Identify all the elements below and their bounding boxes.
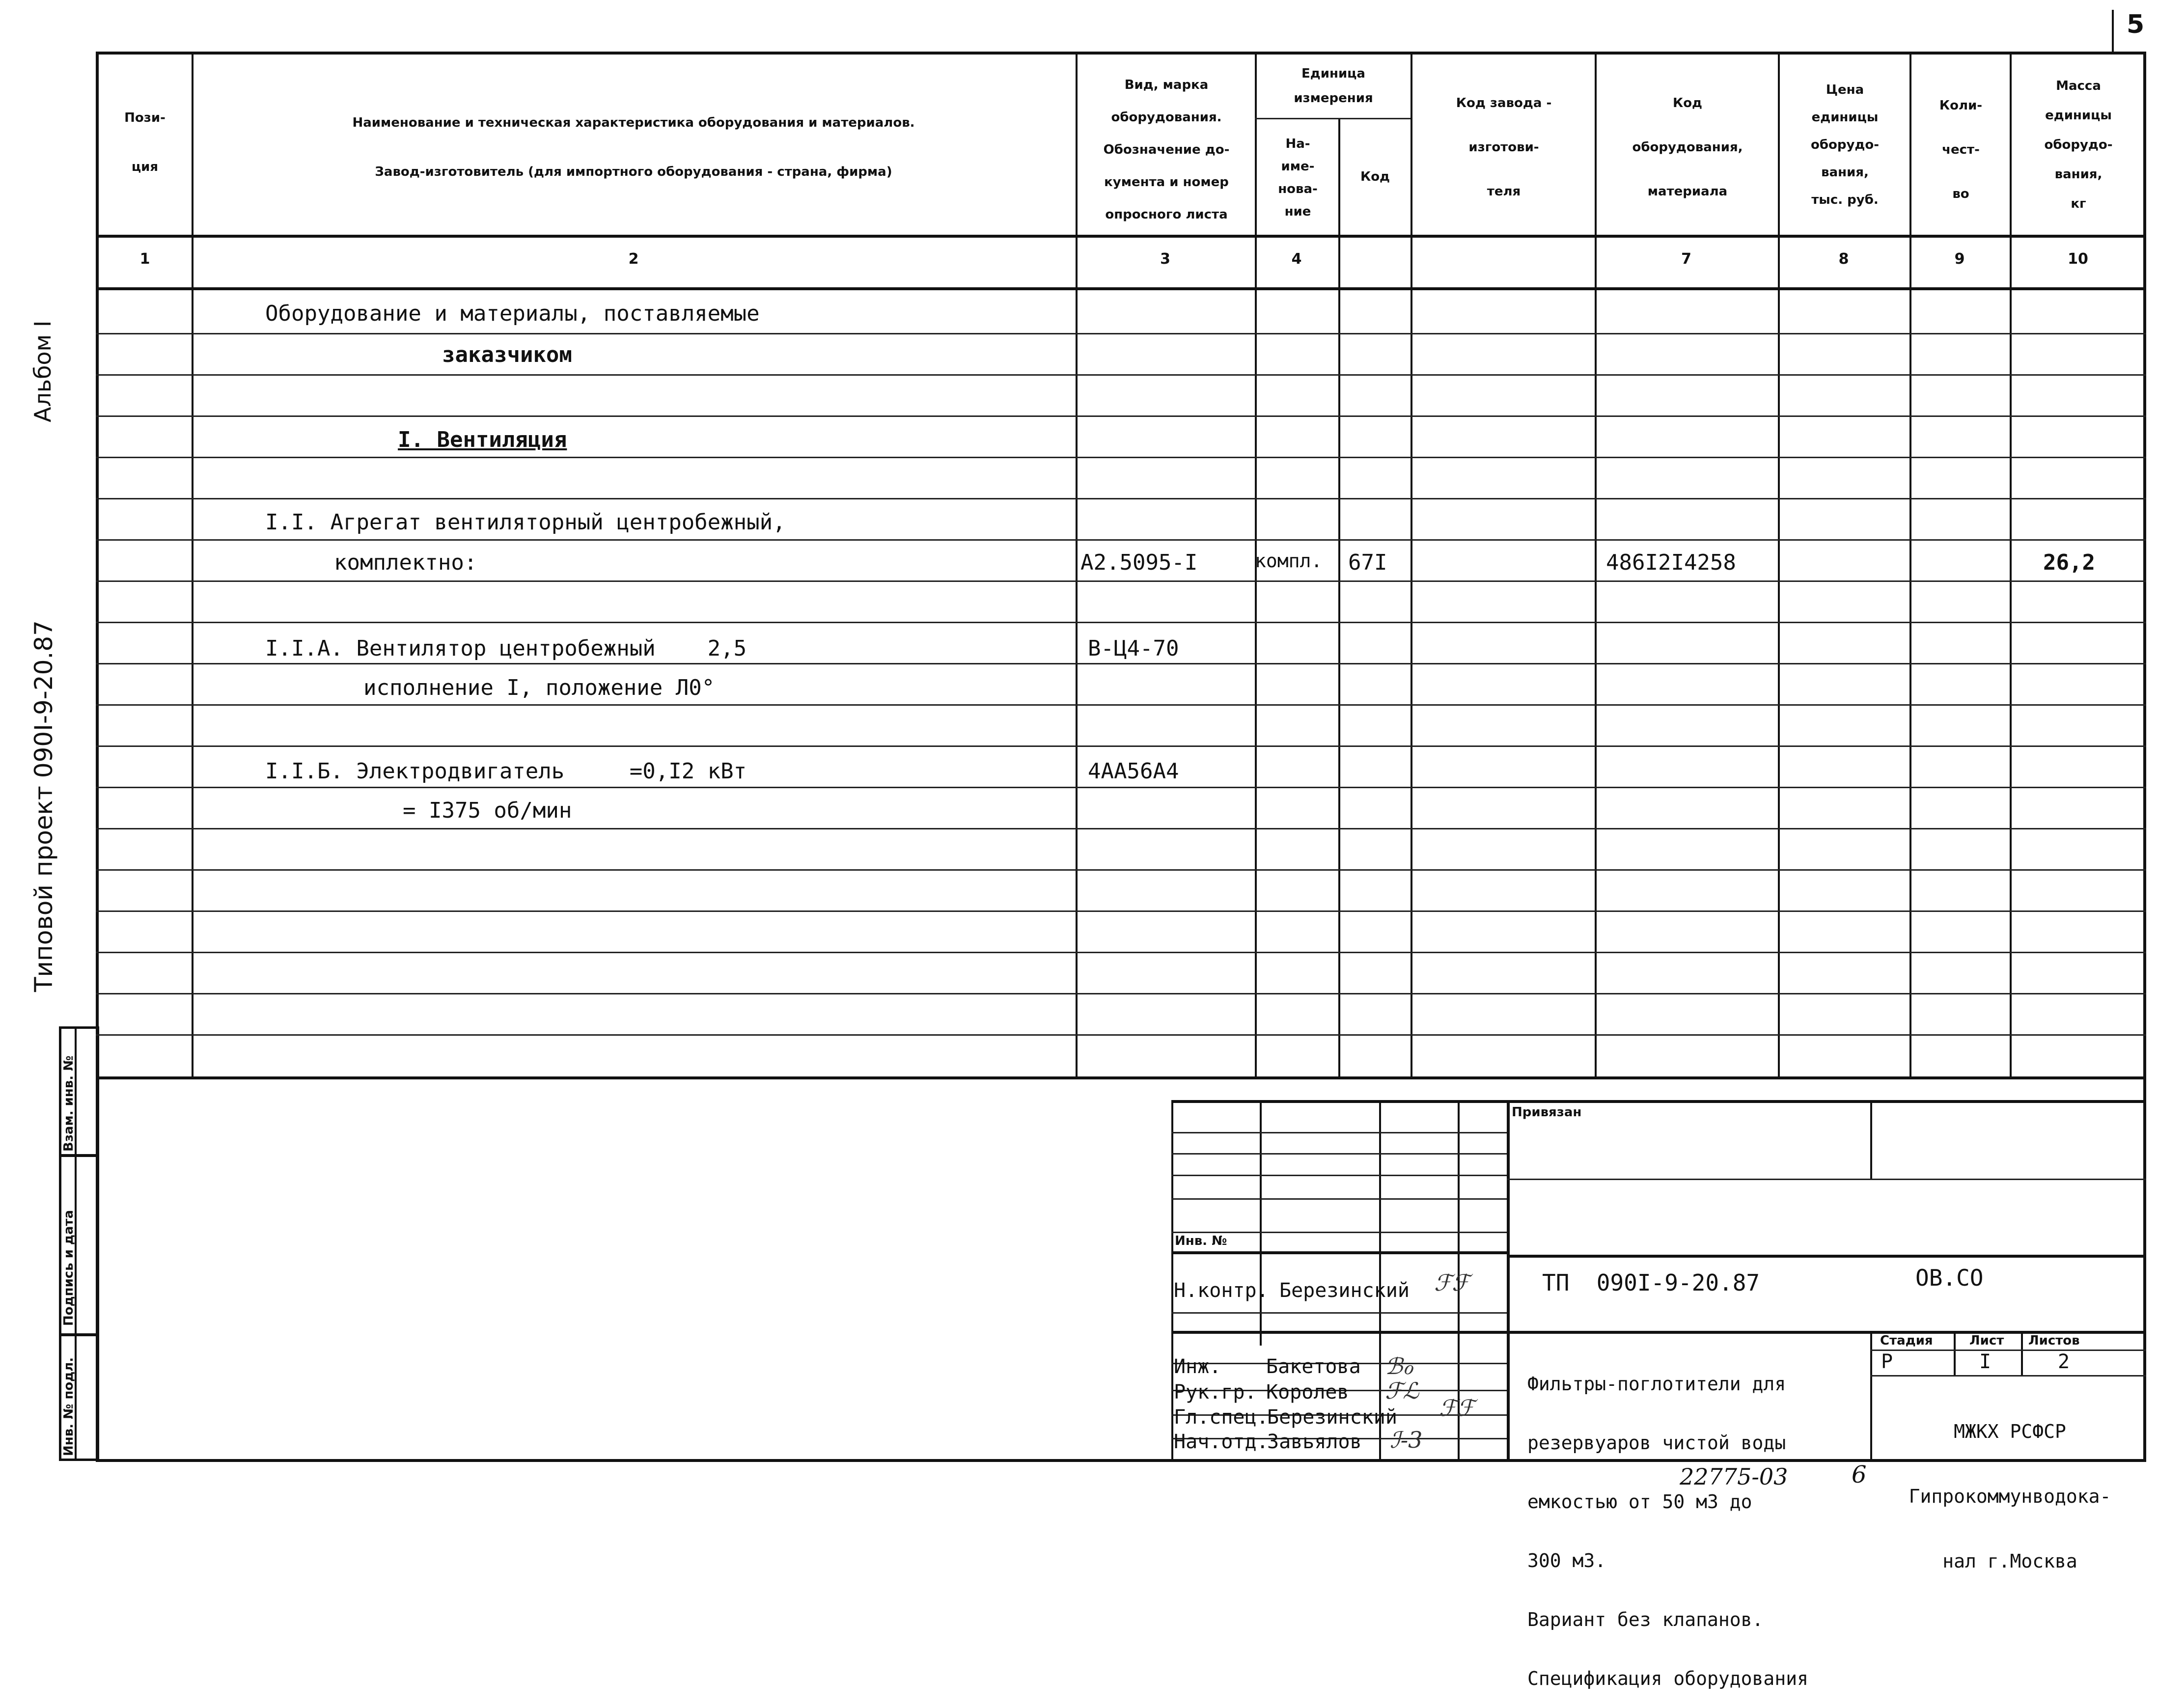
header-pos: Пози- ция <box>124 110 166 174</box>
signature: ℱℱ <box>1439 1395 1475 1421</box>
vzam-inv-label: Взам. инв. № <box>61 1055 76 1152</box>
tb-v7 <box>1954 1331 1956 1375</box>
row-line <box>96 745 2146 747</box>
section-title: I. Вентиляция <box>398 427 567 452</box>
row-text: заказчиком <box>442 342 572 367</box>
tb-row <box>1870 1375 2146 1377</box>
cell-unit-code: 67I <box>1348 550 1387 575</box>
signature: ℱℱ <box>1434 1269 1470 1296</box>
staff-role: Инж. <box>1174 1355 1221 1378</box>
cell-equip-code: 486I2I4258 <box>1606 550 1736 575</box>
row-text: I.I.А. Вентилятор центробежный 2,5 <box>265 636 747 661</box>
tb-row <box>1171 1198 1507 1200</box>
album-label: Альбом I <box>29 320 56 422</box>
cell-mark: А2.5095-I <box>1080 550 1198 575</box>
signature: ℬℴ <box>1385 1353 1413 1379</box>
row-text: I.I. Агрегат вентиляторный центробежный, <box>265 510 786 535</box>
colnum-3: 3 <box>1160 250 1170 268</box>
tb-row <box>1171 1251 1507 1254</box>
side-stamp-line-2 <box>59 1333 99 1336</box>
row-line <box>96 457 2146 458</box>
header-mark: Вид, марка оборудования. Обозначение до- кумента и номер опросного листа <box>1103 78 1230 222</box>
stage-value: Р <box>1881 1350 1893 1373</box>
staff-role: Гл.спец. <box>1174 1406 1269 1429</box>
row-line <box>96 580 2146 582</box>
tb-v1 <box>1260 1100 1262 1346</box>
archive-suffix: 6 <box>1852 1461 1867 1488</box>
col-line-4 <box>1338 118 1340 1078</box>
row-line <box>96 374 2146 376</box>
inv-no-label: Инв. № <box>1175 1234 1227 1248</box>
staff-name: Березинский <box>1267 1406 1397 1429</box>
cell-mass: 26,2 <box>2043 550 2095 575</box>
row-line <box>96 622 2146 623</box>
col-line-7 <box>1778 52 1780 1078</box>
row-line <box>96 828 2146 829</box>
organization: МЖКХ РСФСР Гипрокоммунводока- нал г.Москва <box>1909 1421 2111 1572</box>
archive-number: 22775-03 <box>1680 1463 1788 1490</box>
tb-row <box>1171 1232 1507 1233</box>
row-text: = I375 об/мин <box>403 798 572 823</box>
header-equip-code: Код оборудования, материала <box>1632 96 1743 199</box>
stage-label: Стадия <box>1880 1333 1933 1348</box>
row-line <box>96 910 2146 912</box>
col-line-6 <box>1595 52 1597 1078</box>
tb-row <box>1507 1179 2146 1180</box>
podpis-data-label: Подпись и дата <box>61 1210 76 1326</box>
colnum-7: 7 <box>1681 250 1691 268</box>
description: Фильтры-поглотители для резервуаров чистой воды емкостью от 50 м3 до 300 м3. Вариант без клапанов. Спецификация оборудования <box>1527 1373 1808 1689</box>
signature: ℐ-3 <box>1390 1427 1423 1453</box>
tb-row <box>1171 1175 1507 1176</box>
sheet-value: I <box>1979 1350 1992 1373</box>
header-unit-name: На- име- нова- ние <box>1278 137 1318 219</box>
sheet-label: Лист <box>1969 1333 2004 1348</box>
sheets-value: 2 <box>2058 1350 2070 1373</box>
n-kontr-name: Березинский <box>1279 1279 1410 1302</box>
staff-name: Завьялов <box>1267 1431 1362 1453</box>
tb-v8 <box>2021 1331 2023 1375</box>
row-line <box>96 993 2146 994</box>
tb-row <box>1171 1312 1507 1314</box>
colnum-bottom-line <box>96 287 2146 290</box>
col-line-8 <box>1909 52 1911 1078</box>
tb-v5 <box>1870 1100 1872 1179</box>
inv-podl-label: Инв. № подл. <box>61 1357 76 1456</box>
row-line <box>96 498 2146 499</box>
header-factory-code: Код завода - изготови- теля <box>1456 96 1552 199</box>
tb-v4 <box>1507 1100 1510 1462</box>
row-text: I.I.Б. Электродвигатель =0,I2 кВт <box>265 759 747 784</box>
header-qty: Коли- чест- во <box>1939 98 1983 201</box>
tb-row <box>1870 1350 2146 1351</box>
tb-row <box>1507 1255 2146 1258</box>
project-label: Типовой проект 090I-9-20.87 <box>29 620 58 992</box>
header-unit-group: Единица измерения <box>1294 66 1373 106</box>
table-bottom-line <box>96 1076 2146 1079</box>
row-line <box>96 952 2146 953</box>
row-line <box>96 333 2146 334</box>
tb-row <box>1171 1153 1507 1155</box>
privyazan-label: Привязан <box>1512 1105 1582 1120</box>
colnum-8: 8 <box>1838 250 1849 268</box>
sheet-code: ОВ.СО <box>1915 1265 1984 1291</box>
row-line <box>96 704 2146 706</box>
header-name: Наименование и техническая характеристика оборудования и материалов. Завод-изготовитель (для импортного оборудования - страна, фирма) <box>352 115 915 179</box>
side-stamp-line-1 <box>59 1154 99 1157</box>
colnum-1: 1 <box>139 250 150 268</box>
page-number: 5 <box>2127 10 2145 39</box>
header-price: Цена единицы оборудо- вания, тыс. руб. <box>1810 83 1880 207</box>
colnum-10: 10 <box>2068 250 2088 268</box>
sheets-label: Листов <box>2028 1333 2080 1348</box>
col-line-2 <box>1076 52 1078 1078</box>
staff-role: Рук.гр. <box>1174 1381 1257 1404</box>
page-number-mark <box>2112 10 2114 54</box>
row-line <box>96 539 2146 541</box>
signature: ℱℒ <box>1385 1377 1419 1404</box>
staff-name: Бакетова <box>1266 1355 1361 1378</box>
tb-row <box>1171 1132 1507 1133</box>
cell-mark: В-Ц4-70 <box>1088 636 1179 661</box>
row-line <box>96 663 2146 664</box>
col-line-1 <box>192 52 194 1078</box>
row-line <box>96 869 2146 871</box>
staff-name: Королев <box>1266 1381 1349 1404</box>
row-text: исполнение I, положение Л0° <box>363 675 715 700</box>
row-text: Оборудование и материалы, поставляемые <box>265 301 760 326</box>
staff-role: Нач.отд. <box>1174 1431 1269 1453</box>
col-line-9 <box>2010 52 2012 1078</box>
colnum-2: 2 <box>628 250 639 268</box>
row-line <box>96 415 2146 417</box>
colnum-4: 4 <box>1291 250 1302 268</box>
header-bottom-line <box>96 235 2146 238</box>
cell-mark: 4АА56А4 <box>1088 759 1179 784</box>
col-line-5 <box>1411 52 1412 1078</box>
row-line <box>96 1034 2146 1036</box>
header-mass: Масса единицы оборудо- вания, кг <box>2044 79 2113 211</box>
row-line <box>96 787 2146 788</box>
tb-top <box>1171 1100 2146 1103</box>
colnum-9: 9 <box>1954 250 1965 268</box>
doc-code: ТП 090I-9-20.87 <box>1542 1269 1760 1296</box>
header-unit-code: Код <box>1360 169 1390 184</box>
cell-unit: компл. <box>1255 550 1323 572</box>
n-kontr-role: Н.контр. <box>1174 1279 1269 1302</box>
row-text: комплектно: <box>334 550 477 575</box>
unit-group-line <box>1255 118 1411 119</box>
